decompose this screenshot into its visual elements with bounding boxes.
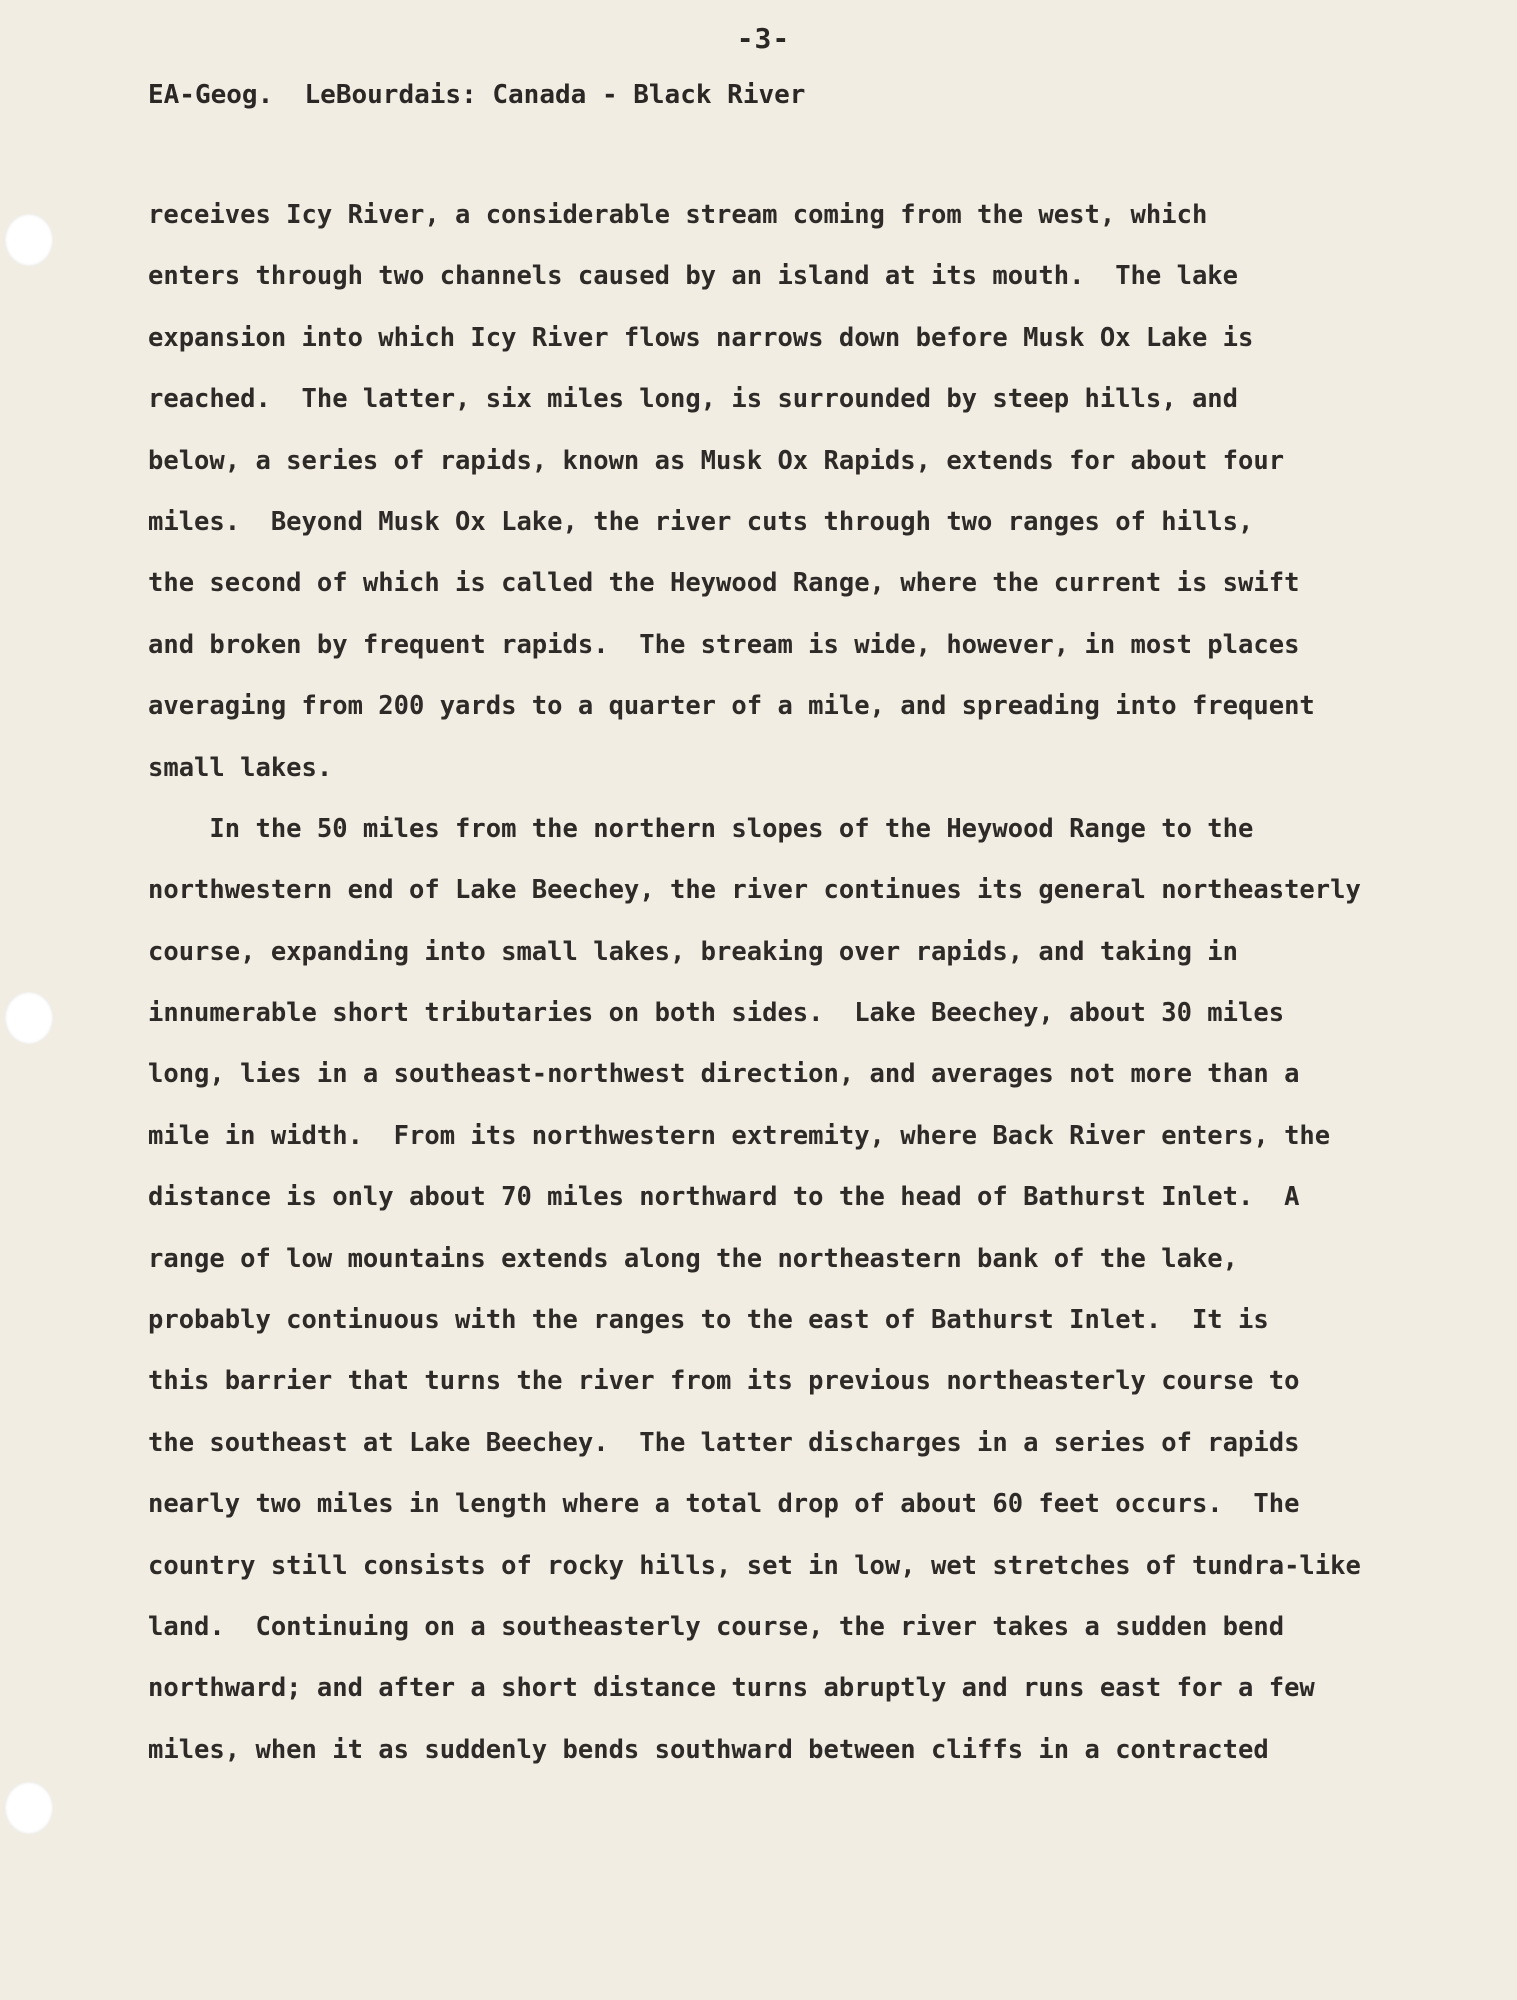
text-line: long, lies in a southeast-northwest direction, and averages not more than a [148,1059,1300,1090]
text-line: nearly two miles in length where a total drop of about 60 feet occurs. The [148,1489,1300,1520]
text-line: this barrier that turns the river from its previous northeasterly course to [148,1366,1300,1397]
text-line: the southeast at Lake Beechey. The latter discharges in a series of rapids [148,1427,1300,1458]
text-line: probably continuous with the ranges to the east of Bathurst Inlet. It is [148,1305,1269,1336]
text-line: In the 50 miles from the northern slopes of the Heywood Range to the [148,813,1254,844]
text-line: enters through two channels caused by an island at its mouth. The lake [148,261,1239,292]
text-line: mile in width. From its northwestern extremity, where Back River enters, the [148,1120,1331,1151]
text-line: course, expanding into small lakes, breaking over rapids, and taking in [148,936,1239,967]
body-text [148,200,1378,1796]
text-line: innumerable short tributaries on both sides. Lake Beechey, about 30 miles [148,998,1285,1029]
text-line: reached. The latter, six miles long, is surrounded by steep hills, and [148,384,1239,415]
text-line: the second of which is called the Heywood Range, where the current is swift [148,568,1300,599]
punch-hole [5,992,53,1044]
text-line: distance is only about 70 miles northward to the head of Bathurst Inlet. A [148,1182,1300,1213]
punch-hole [5,1782,53,1834]
punch-hole [5,214,53,266]
text-line: country still consists of rocky hills, set in low, wet stretches of tundra-like [148,1550,1361,1581]
text-line: small lakes. [148,752,333,783]
text-line: averaging from 200 yards to a quarter of a mile, and spreading into frequent [148,691,1315,722]
text-line: northwestern end of Lake Beechey, the river continues its general northeasterly [148,875,1361,906]
text-line: receives Icy River, a considerable stream coming from the west, which [148,200,1208,230]
text-line: land. Continuing on a southeasterly course, the river takes a sudden bend [148,1611,1285,1642]
text-line: expansion into which Icy River flows narrows down before Musk Ox Lake is [148,322,1254,353]
text-line: below, a series of rapids, known as Musk Ox Rapids, extends for about four [148,445,1285,476]
text-line: miles. Beyond Musk Ox Lake, the river cuts through two ranges of hills, [148,506,1254,537]
text-line: range of low mountains extends along the northeastern bank of the lake, [148,1243,1239,1274]
page-number: -3- [736,22,791,55]
text-line: and broken by frequent rapids. The stream is wide, however, in most places [148,629,1300,660]
running-header: EA-Geog. LeBourdais: Canada - Black River [148,80,806,110]
text-line: miles, when it as suddenly bends southward between cliffs in a contracted [148,1734,1269,1765]
text-line: northward; and after a short distance turns abruptly and runs east for a few [148,1673,1315,1704]
